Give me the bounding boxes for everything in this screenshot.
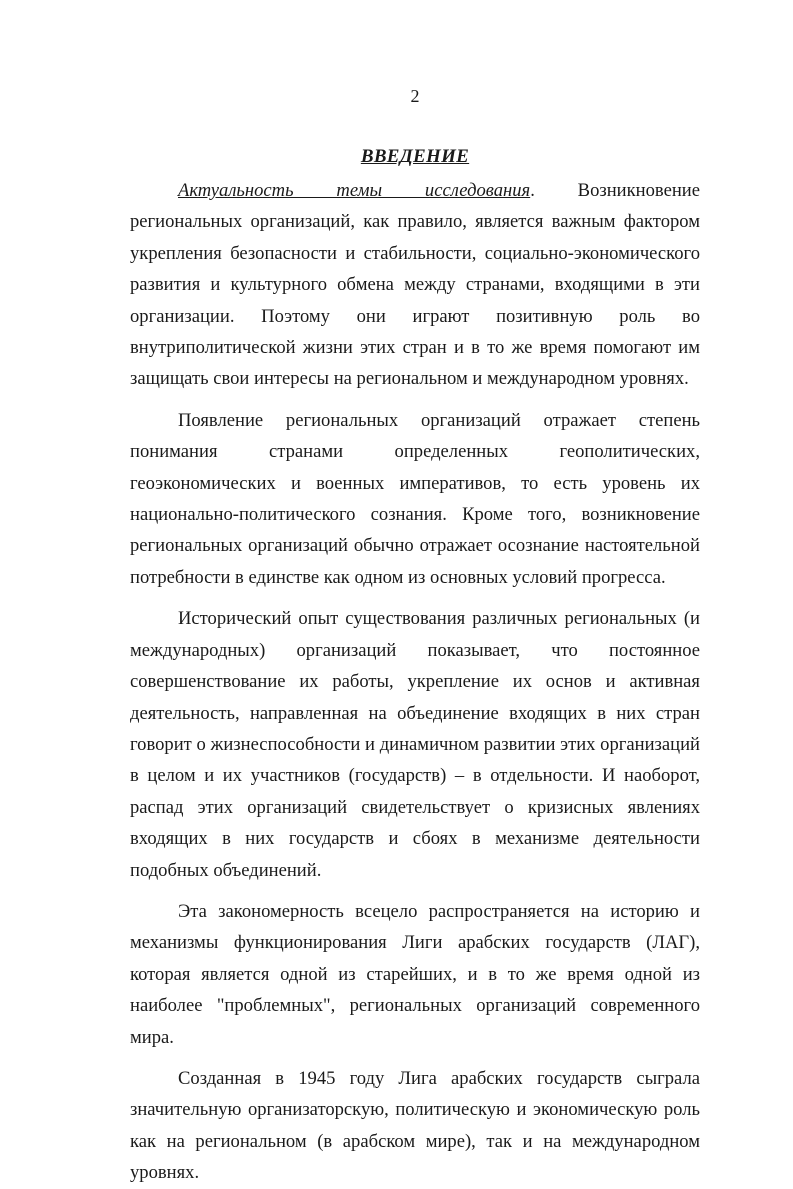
paragraph-lead: Актуальность темы исследования (178, 180, 531, 201)
paragraph: Созданная в 1945 году Лига арабских государств сыграла значительную организаторскую, политическую и экономическую роль как на региональном (в арабском мире), так и на международном уровнях. (130, 1067, 700, 1184)
section-heading: ВВЕДЕНИЕ (360, 146, 470, 167)
paragraph-text: . Возникновение региональных организаций, как правило, является важным фактором укрепления безопасности и стабильности, социально-экономического развития и культурного обмена между странами, входящими в эти организации. Поэтому они играют позитивную роль во внутриполитической жизни этих стран и в то же время помогают им защищать свои интересы на региональном и международном уровнях. (130, 180, 700, 390)
paragraph: Эта закономерность всецело распространяется на историю и механизмы функционирования Лиги арабских государств (ЛАГ), которая является одной из старейших, и в то же время одной из наиболее "проблемных", региональных организаций современного мира. (130, 900, 700, 1048)
paragraph: Появление региональных организаций отражает степень понимания странами определенных геополитических, геоэкономических и военных императивов, то есть уровень их национально-политического сознания. Кроме того, возникновение региональных организаций обычно отражает осознание настоятельной потребности в единстве как одном из основных условий прогресса. (130, 409, 700, 588)
body-text (130, 175, 700, 1189)
paragraph: Исторический опыт существования различных региональных (и международных) организаций показывает, что постоянное совершенствование их работы, укрепление их основ и активная деятельность, направленная на объединение входящих в них стран говорит о жизнеспособности и динамичном развитии этих организаций в целом и их участников (государств) – в отдельности. И наоборот, распад этих организаций свидетельствует о кризисных явлениях входящих в них государств и сбоях в механизме деятельности подобных объединений. (130, 608, 700, 881)
paragraph-relevance (130, 175, 700, 395)
page-number: 2 (410, 86, 420, 106)
